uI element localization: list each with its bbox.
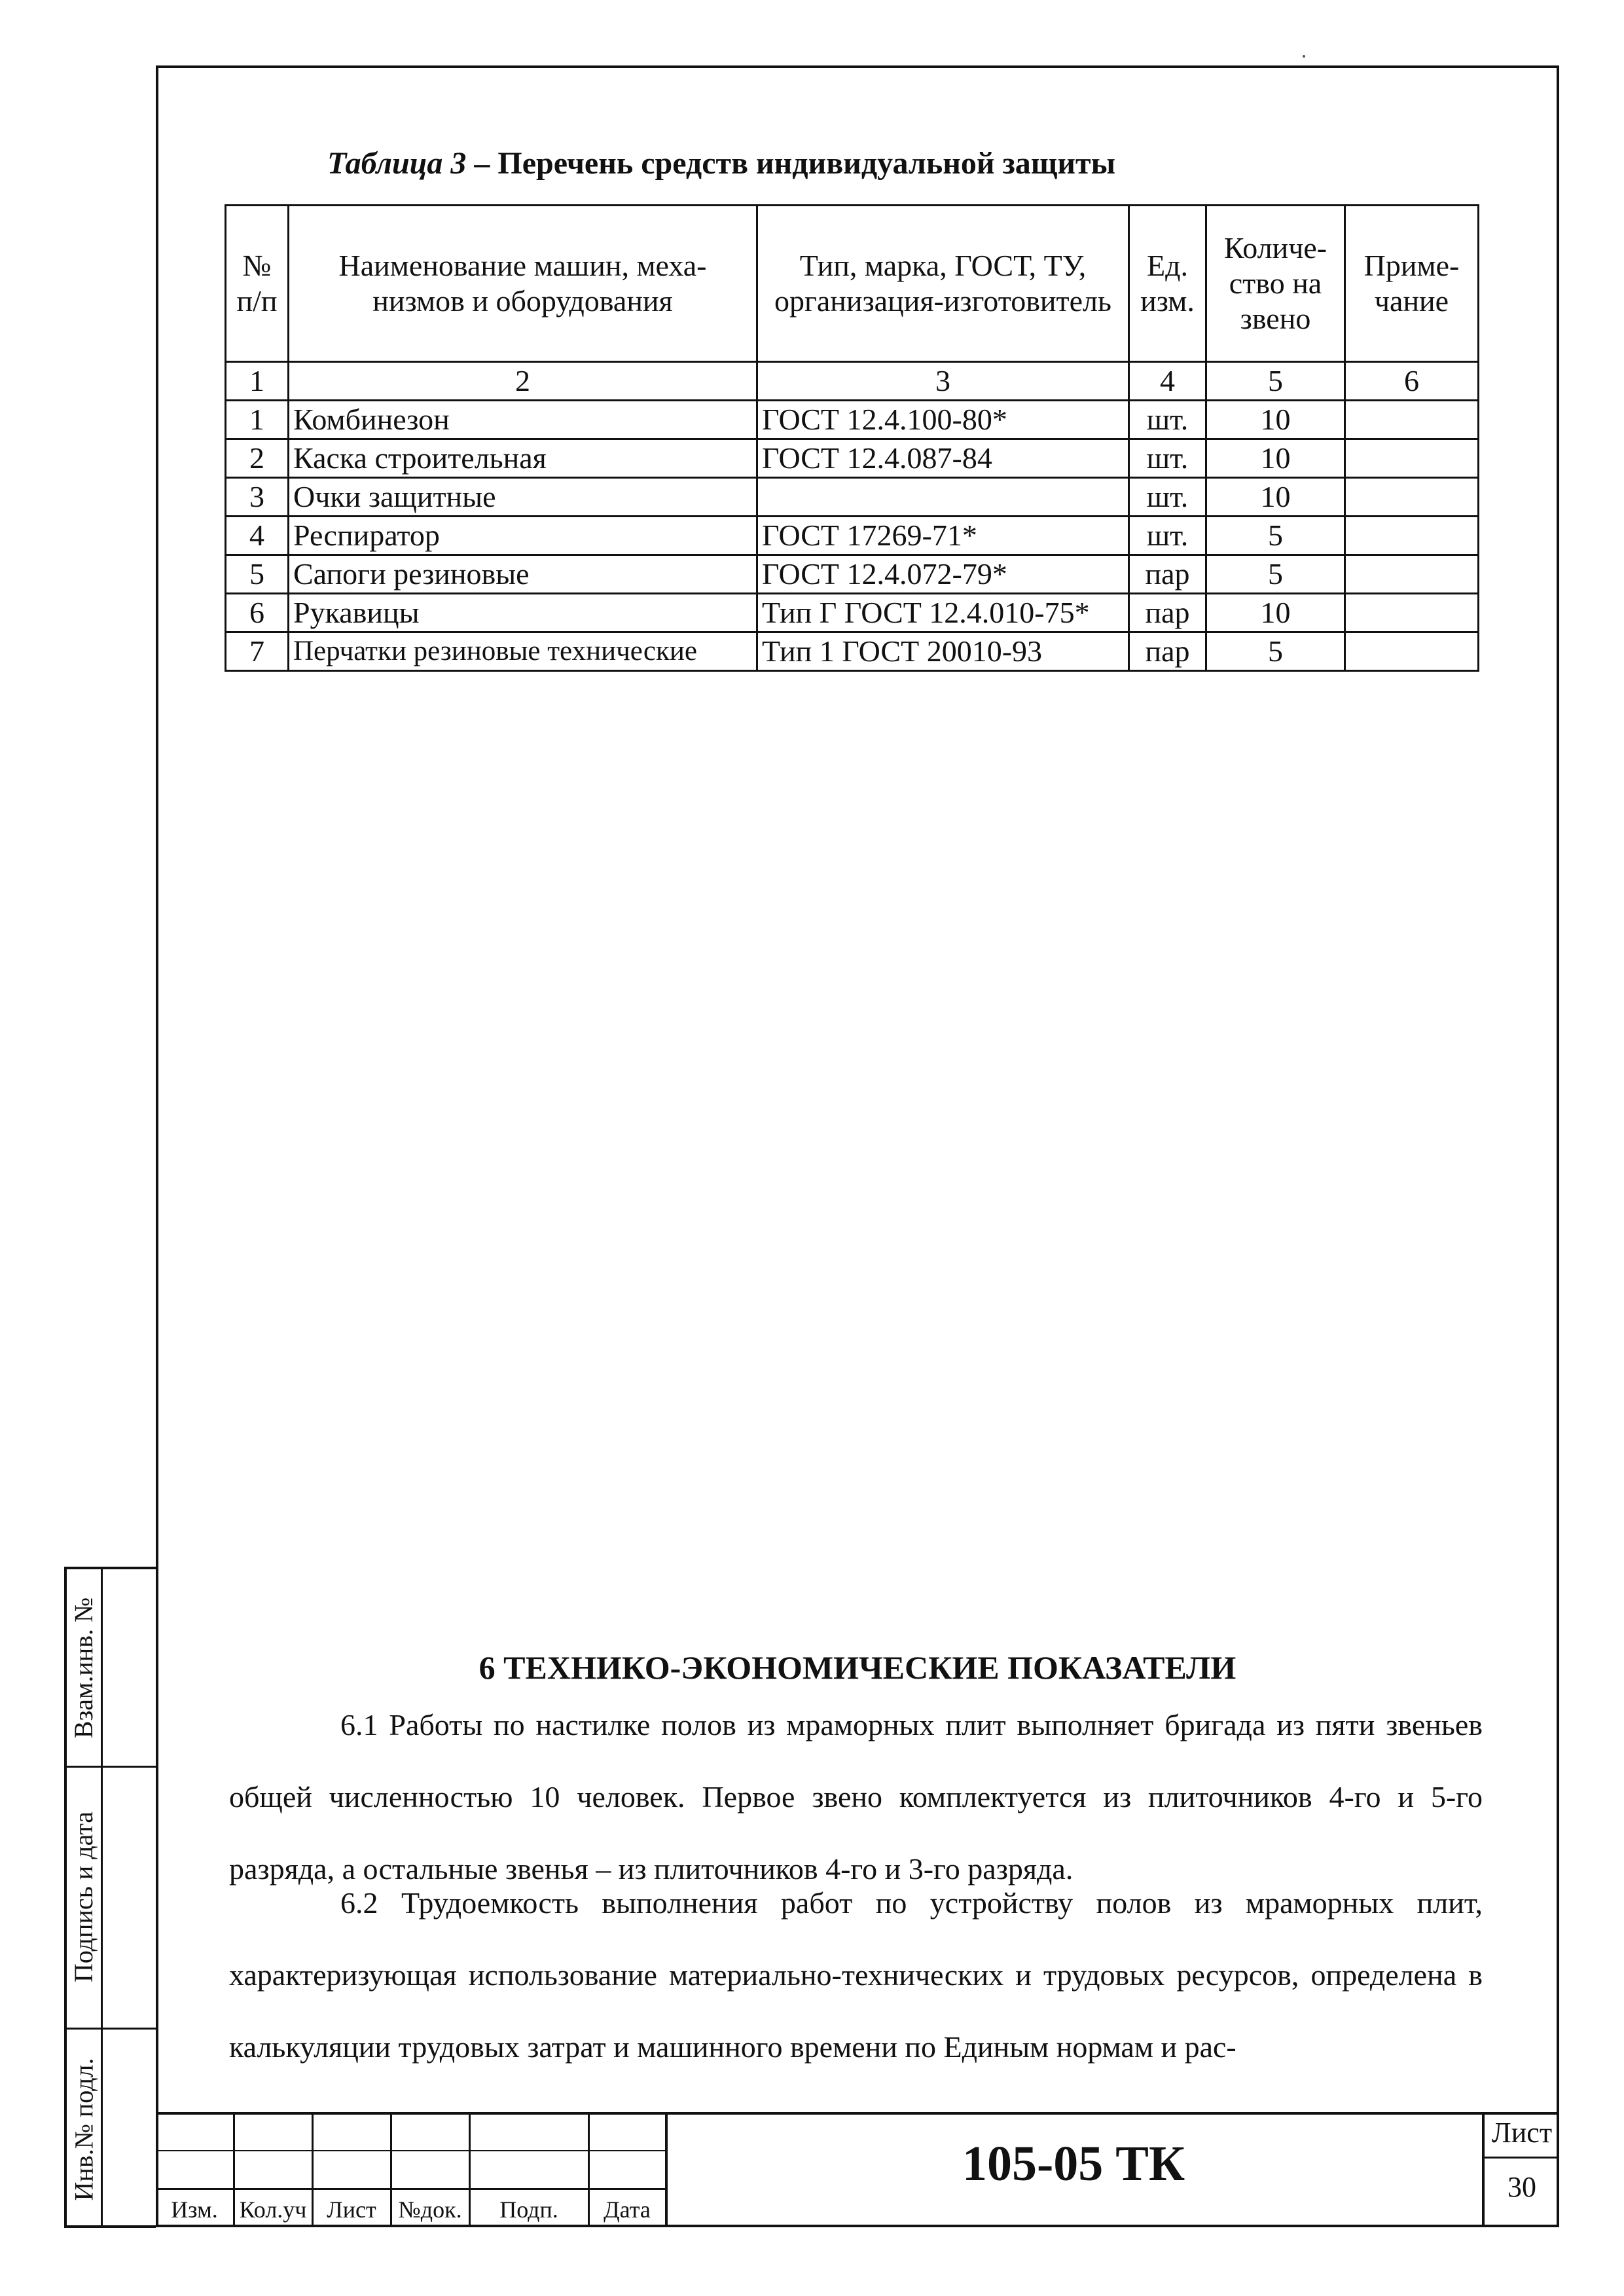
cell-qty: 10 xyxy=(1206,401,1345,439)
label-kol-uch: Кол.уч xyxy=(239,2196,307,2223)
cell-note xyxy=(1345,517,1479,555)
table-row xyxy=(226,517,1479,555)
cell-qty: 5 xyxy=(1206,632,1345,671)
cell-unit: пар xyxy=(1129,594,1206,632)
column-number: 5 xyxy=(1206,362,1345,401)
cell-note xyxy=(1345,439,1479,478)
table-row xyxy=(226,401,1479,439)
side-stamp-cell xyxy=(67,1569,101,1766)
table-row xyxy=(226,632,1479,671)
header-num: № п/п xyxy=(226,206,289,362)
side-stamp-vzam: Взам.инв. № xyxy=(69,1597,99,1738)
cell-name: Респиратор xyxy=(289,517,757,555)
cell-note xyxy=(1345,594,1479,632)
cell-type: ГОСТ 12.4.087-84 xyxy=(757,439,1129,478)
table-row xyxy=(226,439,1479,478)
column-number: 4 xyxy=(1129,362,1206,401)
header-note: Приме-чание xyxy=(1345,206,1479,362)
cell-type: ГОСТ 17269-71* xyxy=(757,517,1129,555)
label-podp: Подп. xyxy=(499,2196,558,2223)
cell-note xyxy=(1345,478,1479,517)
side-stamp-podpis: Подпись и дата xyxy=(69,1811,99,1982)
cell-unit: шт. xyxy=(1129,517,1206,555)
table-caption-number: Таблица 3 xyxy=(327,146,467,181)
cell-type xyxy=(757,478,1129,517)
label-list: Лист xyxy=(327,2196,376,2223)
column-number: 3 xyxy=(757,362,1129,401)
column-number: 2 xyxy=(289,362,757,401)
side-stamp-divider xyxy=(101,1569,103,2225)
cell-unit: шт. xyxy=(1129,478,1206,517)
cell-note xyxy=(1345,632,1479,671)
label-izm: Изм. xyxy=(171,2196,218,2223)
sheet-label: Лист xyxy=(1491,2117,1553,2149)
cell-qty: 5 xyxy=(1206,517,1345,555)
cell-type: Тип 1 ГОСТ 20010-93 xyxy=(757,632,1129,671)
cell-note xyxy=(1345,555,1479,594)
scan-dot xyxy=(1303,55,1305,58)
table-caption xyxy=(327,145,1115,181)
cell-type: ГОСТ 12.4.072-79* xyxy=(757,555,1129,594)
paragraph-6-2: 6.2 Трудоемкость выполнения работ по устройству полов из мраморных плит, характеризующая использование материально-технических и трудовых ресурсов, определена в калькуляции трудовых затрат и машинного времени по Единым нормам и рас- xyxy=(229,1886,1483,2064)
section-title: 6 ТЕХНИКО-ЭКОНОМИЧЕСКИЕ ПОКАЗАТЕЛИ xyxy=(478,1649,1236,1686)
table-row xyxy=(226,555,1479,594)
header-name: Наименование машин, меха-низмов и оборудования xyxy=(289,206,757,362)
table-row xyxy=(226,594,1479,632)
table-header-row xyxy=(226,206,1479,362)
header-type: Тип, марка, ГОСТ, ТУ, организация-изготовитель xyxy=(757,206,1129,362)
cell-name: Каска строительная xyxy=(289,439,757,478)
header-unit: Ед. изм. xyxy=(1129,206,1206,362)
cell-name: Очки защитные xyxy=(289,478,757,517)
label-ndok: №док. xyxy=(398,2196,462,2223)
sheet-number: 30 xyxy=(1507,2171,1536,2203)
cell-name: Перчатки резиновые технические xyxy=(289,632,757,671)
cell-qty: 5 xyxy=(1206,555,1345,594)
cell-unit: пар xyxy=(1129,555,1206,594)
cell-num: 4 xyxy=(226,517,289,555)
paragraph-6-1: 6.1 Работы по настилке полов из мраморных плит выполняет бригада из пяти звеньев общей численностью 10 человек. Первое звено комплектуется из плиточников 4-го и 5-го разряда, а остальные звенья – из плиточников 4-го и 3-го разряда. xyxy=(229,1708,1483,1886)
cell-type: ГОСТ 12.4.100-80* xyxy=(757,401,1129,439)
cell-qty: 10 xyxy=(1206,478,1345,517)
cell-unit: шт. xyxy=(1129,401,1206,439)
title-block-line xyxy=(156,2150,666,2151)
document-code: 105-05 ТК xyxy=(962,2136,1185,2191)
side-stamp xyxy=(64,1567,156,2228)
table-caption-title: – Перечень средств индивидуальной защиты xyxy=(466,146,1116,181)
cell-num: 7 xyxy=(226,632,289,671)
column-number: 1 xyxy=(226,362,289,401)
cell-num: 3 xyxy=(226,478,289,517)
cell-name: Рукавицы xyxy=(289,594,757,632)
ppe-table xyxy=(225,204,1479,672)
cell-note xyxy=(1345,401,1479,439)
cell-qty: 10 xyxy=(1206,439,1345,478)
cell-num: 6 xyxy=(226,594,289,632)
cell-unit: пар xyxy=(1129,632,1206,671)
cell-num: 2 xyxy=(226,439,289,478)
cell-unit: шт. xyxy=(1129,439,1206,478)
title-block-line xyxy=(156,2112,1559,2115)
cell-name: Сапоги резиновые xyxy=(289,555,757,594)
cell-type: Тип Г ГОСТ 12.4.010-75* xyxy=(757,594,1129,632)
table-row xyxy=(226,478,1479,517)
side-stamp-cell xyxy=(67,2028,101,2231)
title-block-line xyxy=(1482,2157,1559,2159)
cell-qty: 10 xyxy=(1206,594,1345,632)
cell-name: Комбинезон xyxy=(289,401,757,439)
side-stamp-inv: Инв.№ подл. xyxy=(69,2058,99,2200)
column-number-row xyxy=(226,362,1479,401)
cell-num: 1 xyxy=(226,401,289,439)
side-stamp-cell xyxy=(67,1766,101,2028)
column-number: 6 xyxy=(1345,362,1479,401)
label-data: Дата xyxy=(604,2196,651,2223)
cell-num: 5 xyxy=(226,555,289,594)
header-qty: Количе-ство на звено xyxy=(1206,206,1345,362)
title-block-line xyxy=(156,2188,666,2190)
